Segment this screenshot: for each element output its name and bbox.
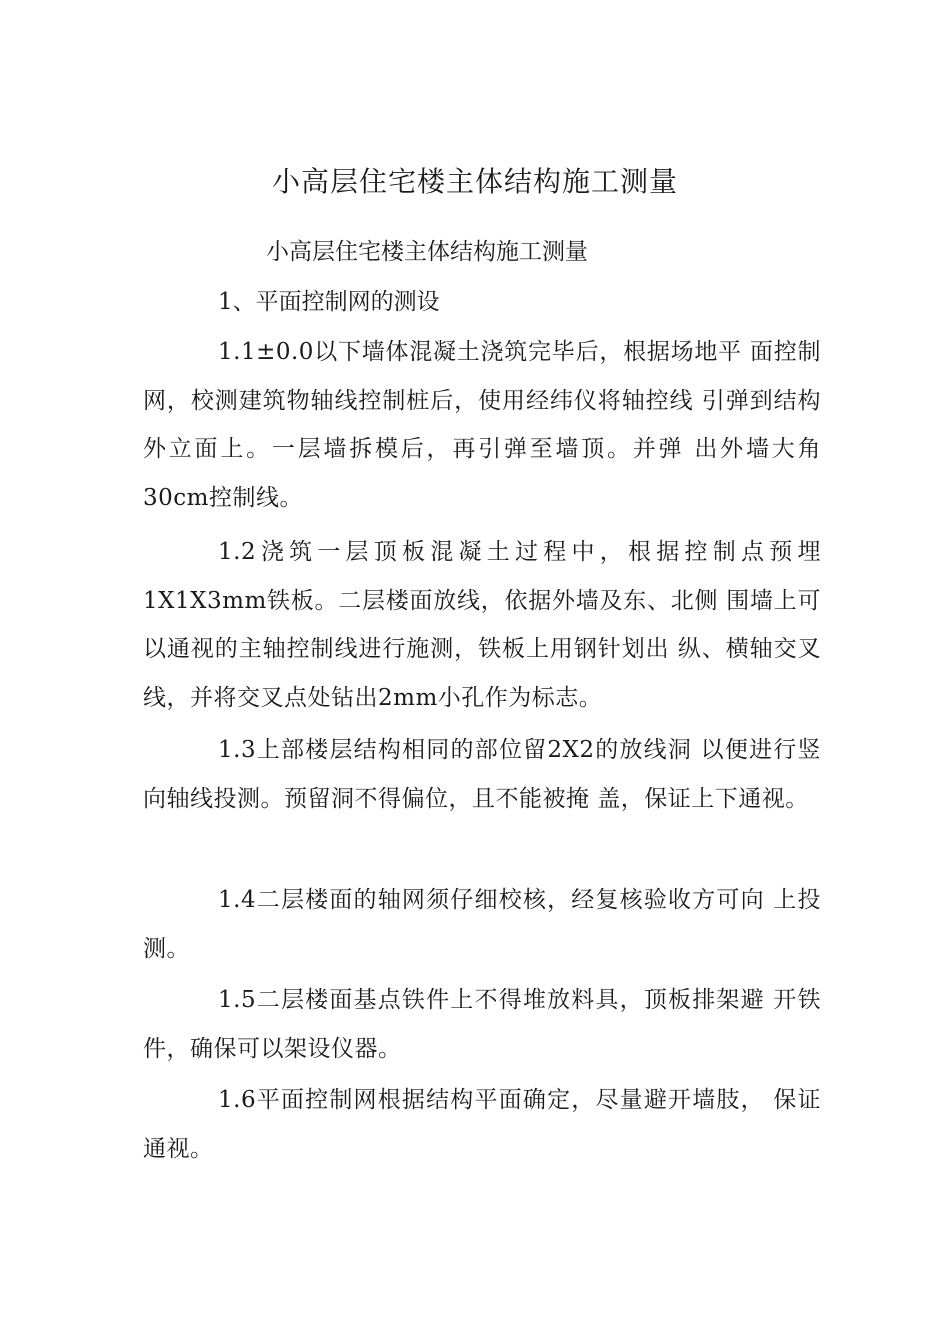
paragraph-1-5: 1.5二层楼面基点铁件上不得堆放料具，顶板排架避 开铁件，确保可以架设仪器。	[143, 987, 821, 1062]
document-subtitle: 小高层住宅楼主体结构施工测量	[266, 239, 588, 265]
paragraph-1-3: 1.3上部楼层结构相同的部位留2X2的放线洞 以便进行竖向轴线投测。预留洞不得偏位，且不能被掩 盖，保证上下通视。	[143, 737, 821, 812]
section-heading: 1、平面控制网的测设	[218, 289, 440, 315]
paragraph-1-2: 1.2浇筑一层顶板混凝土过程中，根据控制点预埋1X1X3mm铁板。二层楼面放线，依据外墙及东、北侧 围墙上可以通视的主轴控制线进行施测，铁板上用钢针划出 纵、横轴交叉线，并将交叉点处钻出2mm小孔作为标志。	[143, 539, 821, 711]
paragraph-1-6: 1.6平面控制网根据结构平面确定，尽量避开墙肢， 保证通视。	[143, 1087, 821, 1162]
document-title: 小高层住宅楼主体结构施工测量	[271, 165, 678, 198]
paragraph-1-4: 1.4二层楼面的轴网须仔细校核，经复核验收方可向 上投测。	[143, 887, 821, 962]
paragraph-1-1: 1.1±0.0以下墙体混凝土浇筑完毕后，根据场地平 面控制网，校测建筑物轴线控制桩后，使用经纬仪将轴控线 引弹到结构外立面上。一层墙拆模后，再引弹至墙顶。并弹 出外墙大角30cm控制线。	[143, 339, 821, 511]
